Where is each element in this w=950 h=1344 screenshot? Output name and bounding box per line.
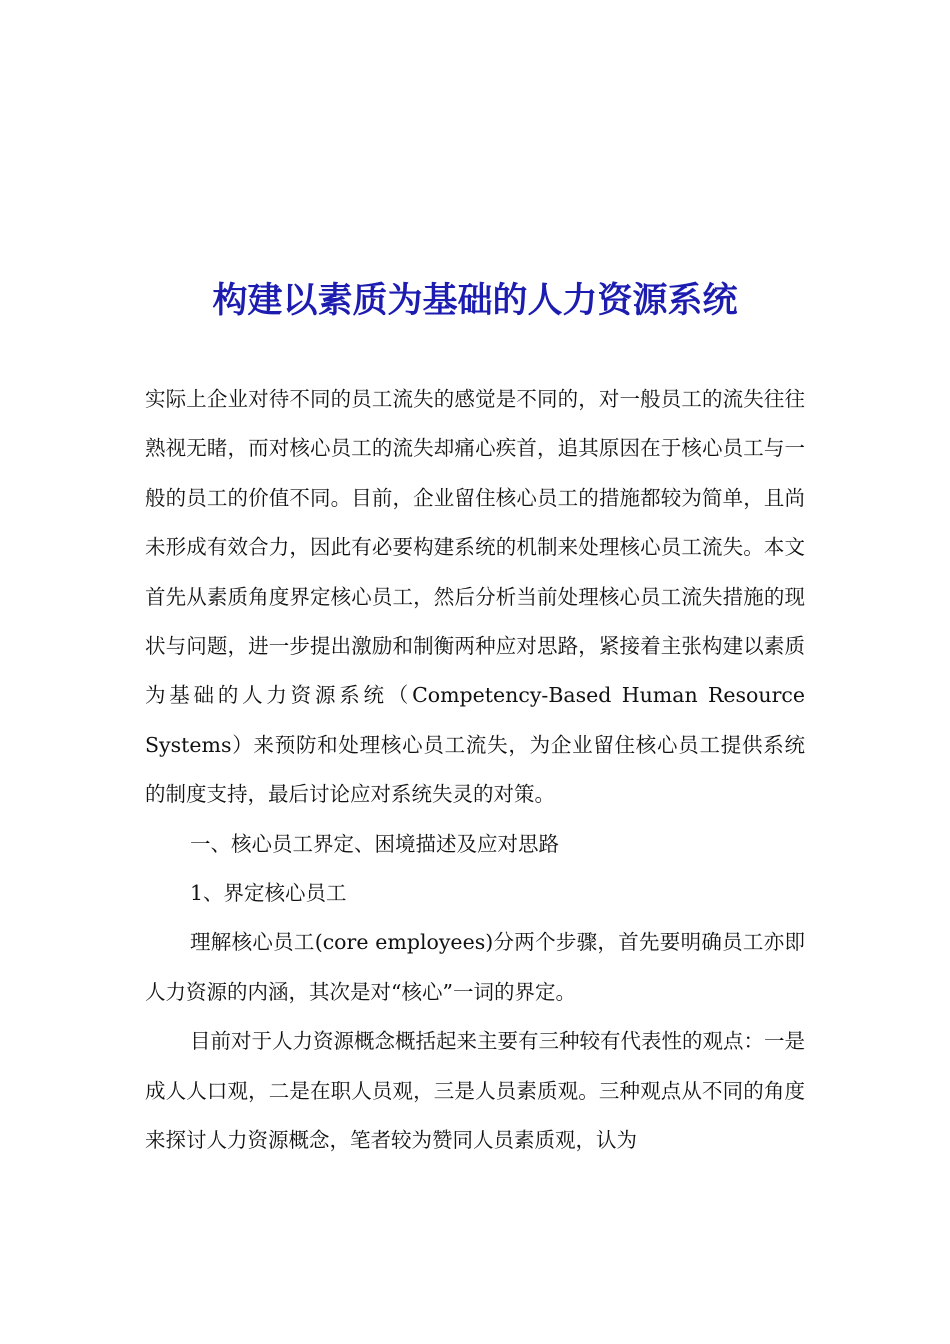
document-body — [145, 375, 805, 1166]
document-title: 构建以素质为基础的人力资源系统 — [212, 280, 738, 321]
body-paragraph: 理解核心员工(core employees)分两个步骤，首先要明确员工亦即人力资源的内涵，其次是对“核心”一词的界定。 — [145, 930, 805, 1004]
abstract-paragraph: 实际上企业对待不同的员工流失的感觉是不同的，对一般员工的流失往往熟视无睹，而对核心员工的流失却痛心疾首，追其原因在于核心员工与一般的员工的价值不同。目前，企业留住核心员工的措施都较为简单，且尚未形成有效合力，因此有必要构建系统的机制来处理核心员工流失。本文首先从素质角度界定核心员工，然后分析当前处理核心员工流失措施的现状与问题，进一步提出激励和制衡两种应对思路，紧接着主张构建以素质为基础的人力资源系统（Competency-Based Human Resource Systems）来预防和处理核心员工流失，为企业留住核心员工提供系统的制度支持，最后讨论应对系统失灵的对策。 — [145, 387, 805, 807]
subsection-heading: 1、界定核心员工 — [190, 881, 347, 906]
body-paragraph: 目前对于人力资源概念概括起来主要有三种较有代表性的观点：一是成人人口观，二是在职人员观，三是人员素质观。三种观点从不同的角度来探讨人力资源概念，笔者较为赞同人员素质观，认为 — [145, 1029, 805, 1153]
section-heading: 一、核心员工界定、困境描述及应对思路 — [190, 831, 559, 856]
